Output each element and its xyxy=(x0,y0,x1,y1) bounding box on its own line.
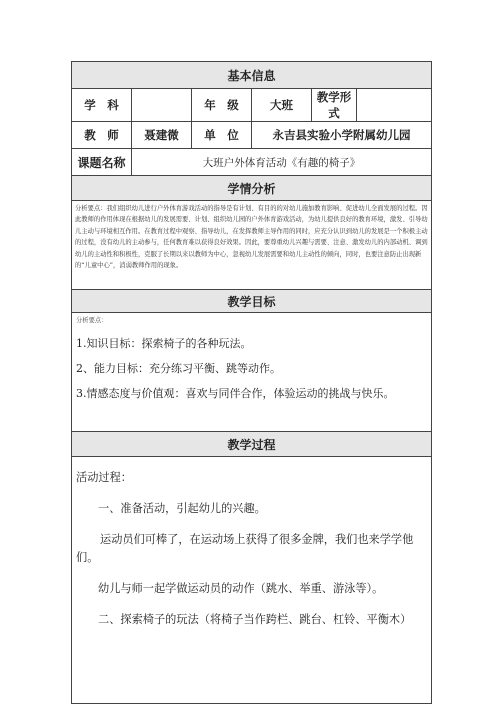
analysis-header: 学情分析 xyxy=(72,176,432,201)
goals-note: 分析要点： xyxy=(76,317,108,324)
grade-value: 大班 xyxy=(252,89,312,122)
teacher-label: 教 师 xyxy=(72,122,132,149)
topic-label: 课题名称 xyxy=(72,149,132,176)
process-paragraph-1: 运动员们可棒了，在运动场上获得了很多金牌，我们也来学学他们。 xyxy=(76,533,414,564)
basic-info-header: 基本信息 xyxy=(72,62,432,89)
unit-value: 永吉县实验小学附属幼儿园 xyxy=(252,122,432,149)
process-step-1: 一、准备活动，引起幼儿的兴趣。 xyxy=(98,502,266,515)
teaching-form-value xyxy=(357,89,432,122)
process-section xyxy=(72,457,432,704)
subject-label: 学 科 xyxy=(72,89,132,122)
lesson-plan-table xyxy=(71,61,432,704)
analysis-text: 分析要点：我们组织幼儿进行户外体育游戏活动的指导是有计划、有目的的对幼儿施加教育影响、促进幼儿全面发展的过程。因此教师的作用体现在根据幼儿的发展需要、计划、组织幼儿园的户外体育游戏活动，为幼儿提供良好的教育环境，激发、引导幼儿主动与环境相互作用。在教育过程中观察、指导幼儿，在发挥教师主导作用的同时，应充分认识到幼儿的发展是一个积极主动的过程，没有幼儿的主动参与，任何教育难以获得良好效果。因此，要尊重幼儿兴趣与需要、注意、激发幼儿的内部动机、调到幼儿的主动性和积极性，克服了长期以来以教师为中心，忽视幼儿发展需要和幼儿主动性的倾向，同时，也要注意防止出现新的“儿童中心”，消弱教师作用的现象。 xyxy=(72,201,432,290)
process-step-2: 二、探索椅子的玩法（将椅子当作跨栏、跳台、杠铃、平衡木） xyxy=(98,613,412,626)
goal-ability: 2、能力目标：充分练习平衡、跳等动作。 xyxy=(76,362,281,375)
goal-knowledge: 1.知识目标：探索椅子的各种玩法。 xyxy=(76,337,252,350)
unit-label: 单 位 xyxy=(192,122,252,149)
teaching-form-label: 教学形式 xyxy=(312,89,357,122)
process-header: 教学过程 xyxy=(72,432,432,457)
topic-value: 大班户外体育活动《有趣的椅子》 xyxy=(132,149,432,176)
goals-header: 教学目标 xyxy=(72,290,432,313)
goal-emotion: 3.情感态度与价值观：喜欢与同伴合作，体验运动的挑战与快乐。 xyxy=(76,387,395,400)
subject-value xyxy=(132,89,192,122)
goals-section xyxy=(72,313,432,432)
teacher-value: 聂建微 xyxy=(132,122,192,149)
process-paragraph-2: 幼儿与师一起学做运动员的动作（跳水、举重、游泳等）。 xyxy=(98,582,384,595)
process-intro: 活动过程： xyxy=(76,471,132,484)
grade-label: 年 级 xyxy=(192,89,252,122)
